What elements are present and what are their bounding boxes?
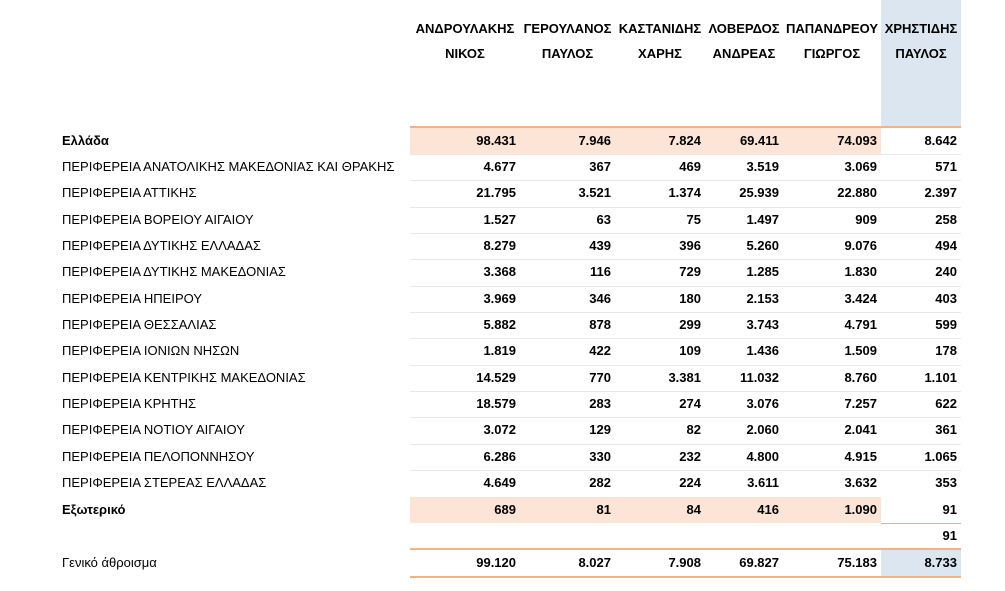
cell-value: 9.076 bbox=[844, 238, 877, 253]
candidate-surname: ΓΕΡΟΥΛΑΝΟΣ bbox=[523, 21, 612, 36]
cell-value: 69.411 bbox=[739, 133, 779, 148]
table-row bbox=[0, 391, 1005, 417]
candidate-firstname: ΧΑΡΗΣ bbox=[638, 46, 682, 61]
row-label: ΠΕΡΙΦΕΡΕΙΑ ΣΤΕΡΕΑΣ ΕΛΛΑΔΑΣ bbox=[62, 475, 267, 490]
cell-value: 1.090 bbox=[844, 502, 877, 517]
cell-value: 3.743 bbox=[746, 317, 779, 332]
cell-value: 3.072 bbox=[483, 422, 516, 437]
candidate-firstname: ΝΙΚΟΣ bbox=[445, 46, 485, 61]
cell-value: 11.032 bbox=[739, 370, 779, 385]
cell-value: 1.436 bbox=[746, 343, 779, 358]
cell-value: 129 bbox=[589, 422, 611, 437]
cell-value: 2.397 bbox=[924, 185, 957, 200]
cell-value: 81 bbox=[596, 502, 611, 517]
cell-value: 22.880 bbox=[837, 185, 877, 200]
candidate-surname: ΚΑΣΤΑΝΙΔΗΣ bbox=[618, 21, 702, 36]
cell-value: 1.497 bbox=[746, 212, 779, 227]
cell-value: 8.760 bbox=[844, 370, 877, 385]
cell-value: 439 bbox=[589, 238, 611, 253]
cell-value: 353 bbox=[935, 475, 957, 490]
cell-value: 2.153 bbox=[746, 291, 779, 306]
cell-value: 8.733 bbox=[924, 555, 957, 570]
cell-value: 878 bbox=[589, 317, 611, 332]
cell-value: 82 bbox=[686, 422, 701, 437]
cell-value: 6.286 bbox=[483, 449, 516, 464]
cell-value: 240 bbox=[935, 264, 957, 279]
row-label: Ελλάδα bbox=[62, 133, 109, 148]
cell-value: 25.939 bbox=[739, 185, 779, 200]
cell-value: 3.076 bbox=[746, 396, 779, 411]
cell-value: 8.027 bbox=[578, 555, 611, 570]
row-label: ΠΕΡΙΦΕΡΕΙΑ ΔΥΤΙΚΗΣ ΕΛΛΑΔΑΣ bbox=[62, 238, 261, 253]
column-header bbox=[410, 0, 520, 128]
cell-value: 282 bbox=[589, 475, 611, 490]
cell-value: 469 bbox=[679, 159, 701, 174]
cell-value: 1.819 bbox=[483, 343, 516, 358]
cell-value: 3.969 bbox=[483, 291, 516, 306]
column-header-highlighted bbox=[881, 0, 961, 128]
cell-value: 7.908 bbox=[668, 555, 701, 570]
cell-value: 7.946 bbox=[578, 133, 611, 148]
column-header bbox=[783, 0, 881, 128]
row-label: ΠΕΡΙΦΕΡΕΙΑ ΒΟΡΕΙΟΥ ΑΙΓΑΙΟΥ bbox=[62, 212, 254, 227]
table-row-total bbox=[0, 550, 1005, 576]
cell-value: 4.677 bbox=[483, 159, 516, 174]
cell-value: 3.424 bbox=[844, 291, 877, 306]
cell-value: 422 bbox=[589, 343, 611, 358]
row-label: ΠΕΡΙΦΕΡΕΙΑ ΚΕΝΤΡΙΚΗΣ ΜΑΚΕΔΟΝΙΑΣ bbox=[62, 370, 306, 385]
cell-value: 1.065 bbox=[924, 449, 957, 464]
cell-value: 3.521 bbox=[578, 185, 611, 200]
cell-value: 69.827 bbox=[739, 555, 779, 570]
candidate-firstname: ΓΙΩΡΓΟΣ bbox=[803, 46, 861, 61]
cell-value: 416 bbox=[757, 502, 779, 517]
cell-value: 178 bbox=[935, 343, 957, 358]
candidate-firstname: ΑΝΔΡΕΑΣ bbox=[712, 46, 776, 61]
row-label: ΠΕΡΙΦΕΡΕΙΑ ΝΟΤΙΟΥ ΑΙΓΑΙΟΥ bbox=[62, 422, 245, 437]
table-row bbox=[0, 154, 1005, 180]
cell-value: 3.368 bbox=[483, 264, 516, 279]
cell-value: 5.260 bbox=[746, 238, 779, 253]
cell-value: 18.579 bbox=[476, 396, 516, 411]
table-row bbox=[0, 286, 1005, 312]
table-row bbox=[0, 207, 1005, 233]
cell-value: 14.529 bbox=[476, 370, 516, 385]
cell-value: 367 bbox=[589, 159, 611, 174]
row-label: ΠΕΡΙΦΕΡΕΙΑ ΑΤΤΙΚΗΣ bbox=[62, 185, 197, 200]
cell-value: 4.791 bbox=[844, 317, 877, 332]
cell-value: 5.882 bbox=[483, 317, 516, 332]
cell-value: 283 bbox=[589, 396, 611, 411]
cell-value: 689 bbox=[494, 502, 516, 517]
cell-value: 3.381 bbox=[668, 370, 701, 385]
cell-value: 1.101 bbox=[924, 370, 957, 385]
cell-value: 330 bbox=[589, 449, 611, 464]
cell-value: 91 bbox=[942, 528, 957, 543]
row-label: Εξωτερικό bbox=[62, 502, 126, 517]
row-label: ΠΕΡΙΦΕΡΕΙΑ ΚΡΗΤΗΣ bbox=[62, 396, 196, 411]
cell-value: 2.060 bbox=[746, 422, 779, 437]
cell-value: 109 bbox=[679, 343, 701, 358]
cell-value: 1.374 bbox=[668, 185, 701, 200]
cell-value: 622 bbox=[935, 396, 957, 411]
cell-value: 98.431 bbox=[476, 133, 516, 148]
cell-value: 8.279 bbox=[483, 238, 516, 253]
candidate-firstname: ΠΑΥΛΟΣ bbox=[895, 46, 947, 61]
table-row-greece bbox=[0, 128, 1005, 154]
cell-value: 1.285 bbox=[746, 264, 779, 279]
cell-value: 7.257 bbox=[844, 396, 877, 411]
cell-value: 599 bbox=[935, 317, 957, 332]
row-label: ΠΕΡΙΦΕΡΕΙΑ ΗΠΕΙΡΟΥ bbox=[62, 291, 202, 306]
row-label: ΠΕΡΙΦΕΡΕΙΑ ΔΥΤΙΚΗΣ ΜΑΚΕΔΟΝΙΑΣ bbox=[62, 264, 286, 279]
cell-value: 91 bbox=[942, 502, 957, 517]
cell-value: 346 bbox=[589, 291, 611, 306]
cell-value: 1.527 bbox=[483, 212, 516, 227]
candidate-surname: ΠΑΠΑΝΔΡΕΟΥ bbox=[785, 21, 879, 36]
table-row-abroad bbox=[0, 497, 1005, 523]
cell-value: 8.642 bbox=[924, 133, 957, 148]
cell-value: 232 bbox=[679, 449, 701, 464]
cell-value: 571 bbox=[935, 159, 957, 174]
row-label: ΠΕΡΙΦΕΡΕΙΑ ΙΟΝΙΩΝ ΝΗΣΩΝ bbox=[62, 343, 240, 358]
column-header bbox=[520, 0, 615, 128]
cell-value: 494 bbox=[935, 238, 957, 253]
row-label: ΠΕΡΙΦΕΡΕΙΑ ΠΕΛΟΠΟΝΝΗΣΟΥ bbox=[62, 449, 255, 464]
table-row bbox=[0, 470, 1005, 496]
table-row bbox=[0, 338, 1005, 364]
table-row bbox=[0, 444, 1005, 470]
cell-value: 361 bbox=[935, 422, 957, 437]
cell-value: 396 bbox=[679, 238, 701, 253]
cell-value: 99.120 bbox=[476, 555, 516, 570]
cell-value: 224 bbox=[679, 475, 701, 490]
candidate-surname: ΛΟΒΕΡΔΟΣ bbox=[708, 21, 780, 36]
table-row bbox=[0, 233, 1005, 259]
cell-value: 729 bbox=[679, 264, 701, 279]
cell-value: 75.183 bbox=[837, 555, 877, 570]
row-label: Γενικό άθροισμα bbox=[62, 555, 157, 570]
column-header bbox=[705, 0, 783, 128]
row-label: ΠΕΡΙΦΕΡΕΙΑ ΑΝΑΤΟΛΙΚΗΣ ΜΑΚΕΔΟΝΙΑΣ ΚΑΙ ΘΡΑΚΗΣ bbox=[62, 159, 395, 174]
candidate-firstname: ΠΑΥΛΟΣ bbox=[541, 46, 594, 61]
cell-value: 403 bbox=[935, 291, 957, 306]
cell-value: 74.093 bbox=[837, 133, 877, 148]
cell-value: 3.519 bbox=[746, 159, 779, 174]
table-row bbox=[0, 312, 1005, 338]
table-row bbox=[0, 417, 1005, 443]
cell-value: 258 bbox=[935, 212, 957, 227]
table-row bbox=[0, 180, 1005, 206]
cell-value: 63 bbox=[596, 212, 611, 227]
cell-value: 84 bbox=[686, 502, 701, 517]
cell-value: 4.915 bbox=[844, 449, 877, 464]
cell-value: 3.611 bbox=[747, 475, 779, 490]
total-bottom-divider bbox=[410, 576, 961, 578]
cell-value: 21.795 bbox=[476, 185, 516, 200]
cell-value: 7.824 bbox=[668, 133, 701, 148]
table-row bbox=[0, 259, 1005, 285]
candidate-surname: ΧΡΗΣΤΙΔΗΣ bbox=[884, 21, 958, 36]
cell-value: 909 bbox=[855, 212, 877, 227]
candidate-surname: ΑΝΔΡΟΥΛΑΚΗΣ bbox=[415, 21, 515, 36]
cell-value: 2.041 bbox=[844, 422, 877, 437]
table-row bbox=[0, 365, 1005, 391]
cell-value: 1.509 bbox=[844, 343, 877, 358]
cell-value: 274 bbox=[679, 396, 701, 411]
cell-value: 75 bbox=[686, 212, 701, 227]
cell-value: 1.830 bbox=[844, 264, 877, 279]
cell-value: 4.800 bbox=[746, 449, 779, 464]
cell-value: 299 bbox=[679, 317, 701, 332]
column-header bbox=[615, 0, 705, 128]
table-row-abroad-subtotal bbox=[0, 523, 1005, 549]
cell-value: 180 bbox=[679, 291, 701, 306]
cell-value: 3.069 bbox=[844, 159, 877, 174]
cell-value: 770 bbox=[589, 370, 611, 385]
cell-value: 4.649 bbox=[483, 475, 516, 490]
cell-value: 116 bbox=[590, 264, 611, 279]
row-label: ΠΕΡΙΦΕΡΕΙΑ ΘΕΣΣΑΛΙΑΣ bbox=[62, 317, 217, 332]
cell-value: 3.632 bbox=[844, 475, 877, 490]
